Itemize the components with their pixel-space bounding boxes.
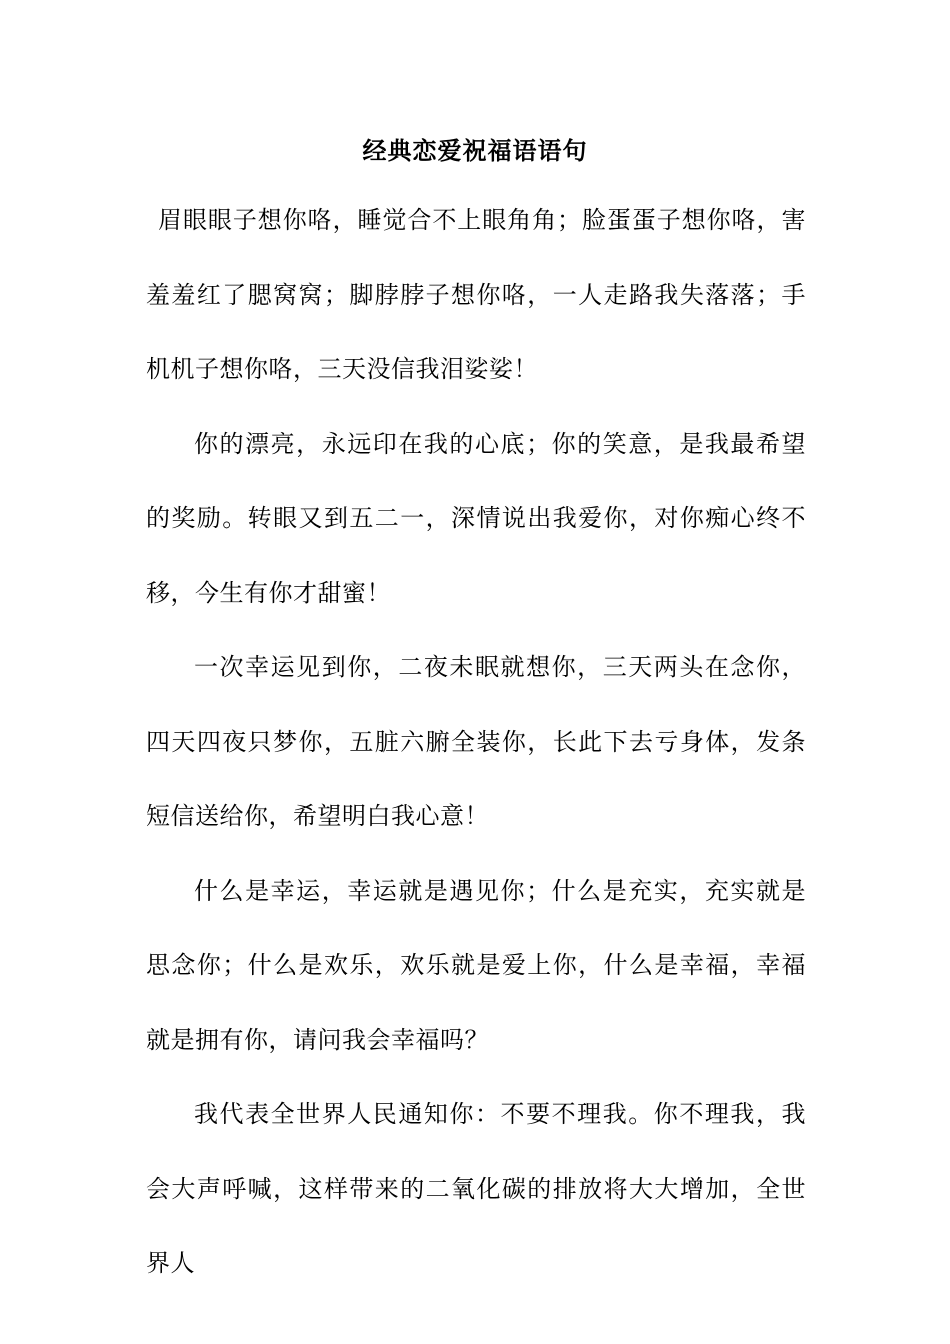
document-title: 经典恋爱祝福语语句	[362, 136, 588, 165]
paragraph: 什么是幸运，幸运就是遇见你；什么是充实，充实就是思念你；什么是欢乐，欢乐就是爱上你，什么是幸福，幸福就是拥有你，请问我会幸福吗？	[146, 876, 806, 1054]
paragraph: 眉眼眼子想你咯，睡觉合不上眼角角；脸蛋蛋子想你咯，害羞羞红了腮窝窝；脚脖脖子想你咯，一人走路我失落落；手机机子想你咯，三天没信我泪娑娑！	[146, 206, 806, 383]
paragraph: 我代表全世界人民通知你：不要不理我。你不理我，我会大声呼喊，这样带来的二氧化碳的排放将大大增加，全世界人	[146, 1100, 806, 1277]
document-body	[146, 183, 806, 1301]
paragraph: 你的漂亮，永远印在我的心底；你的笑意，是我最希望的奖励。转眼又到五二一，深情说出我爱你，对你痴心终不移，今生有你才甜蜜！	[146, 429, 806, 607]
paragraph: 一次幸运见到你，二夜未眠就想你，三天两头在念你，四天四夜只梦你，五脏六腑全装你，长此下去亏身体，发条短信送给你，希望明白我心意！	[146, 653, 806, 830]
